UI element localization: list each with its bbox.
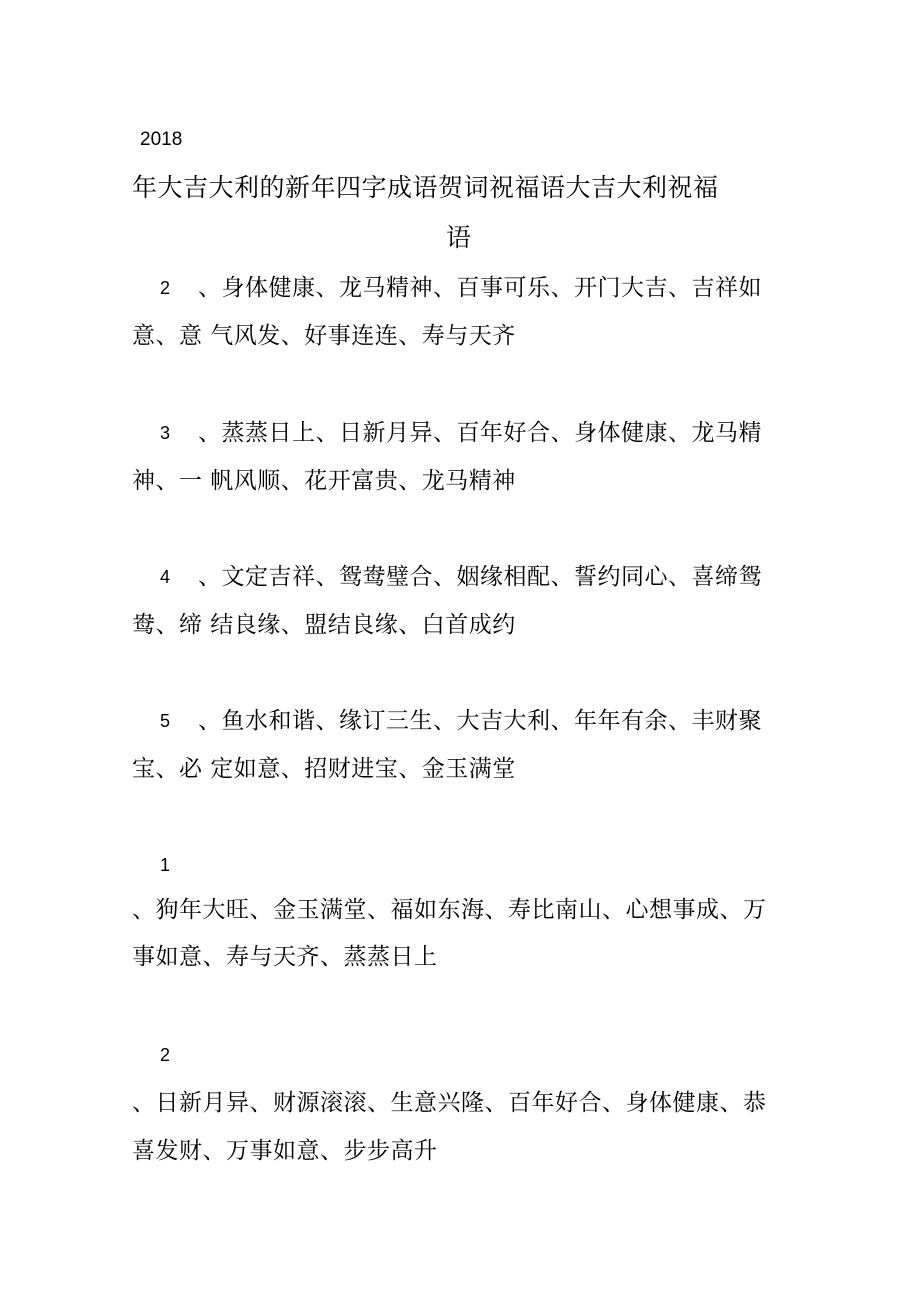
item-text-line: 喜发财、万事如意、步步高升 xyxy=(132,1138,438,1164)
document-title-continuation: 语 xyxy=(446,223,472,252)
item-number: 2 xyxy=(160,278,171,298)
item-number: 1 xyxy=(160,855,171,875)
item-text-line: 、狗年大旺、金玉满堂、福如东海、寿比南山、心想事成、万 xyxy=(132,897,767,923)
item-text-line: 事如意、寿与天齐、蒸蒸日上 xyxy=(132,944,438,970)
item-text-line: 鸯、缔 结良缘、盟结良缘、白首成约 xyxy=(132,612,516,638)
item-text-line: 、蒸蒸日上、日新月异、百年好合、身体健康、龙马精 xyxy=(198,420,762,446)
item-text-line: 、身体健康、龙马精神、百事可乐、开门大吉、吉祥如 xyxy=(198,275,762,301)
item-text-line: 、日新月异、财源滚滚、生意兴隆、百年好合、身体健康、恭 xyxy=(132,1090,767,1116)
item-text-line: 宝、必 定如意、招财进宝、金玉满堂 xyxy=(132,756,516,782)
item-text-line: 意、意 气风发、好事连连、寿与天齐 xyxy=(132,323,516,349)
item-number: 3 xyxy=(160,423,171,443)
item-text-line: 、文定吉祥、鸳鸯璧合、姻缘相配、誓约同心、喜缔鸳 xyxy=(198,564,762,590)
item-text-line: 、鱼水和谐、缘订三生、大吉大利、年年有余、丰财聚 xyxy=(198,708,762,734)
document-title: 年大吉大利的新年四字成语贺词祝福语大吉大利祝福 xyxy=(132,173,719,202)
item-text-line: 神、一 帆风顺、花开富贵、龙马精神 xyxy=(132,468,516,494)
item-number: 2 xyxy=(160,1045,171,1065)
item-number: 4 xyxy=(160,567,171,587)
item-number: 5 xyxy=(160,711,171,731)
title-year: 2018 xyxy=(140,129,183,150)
